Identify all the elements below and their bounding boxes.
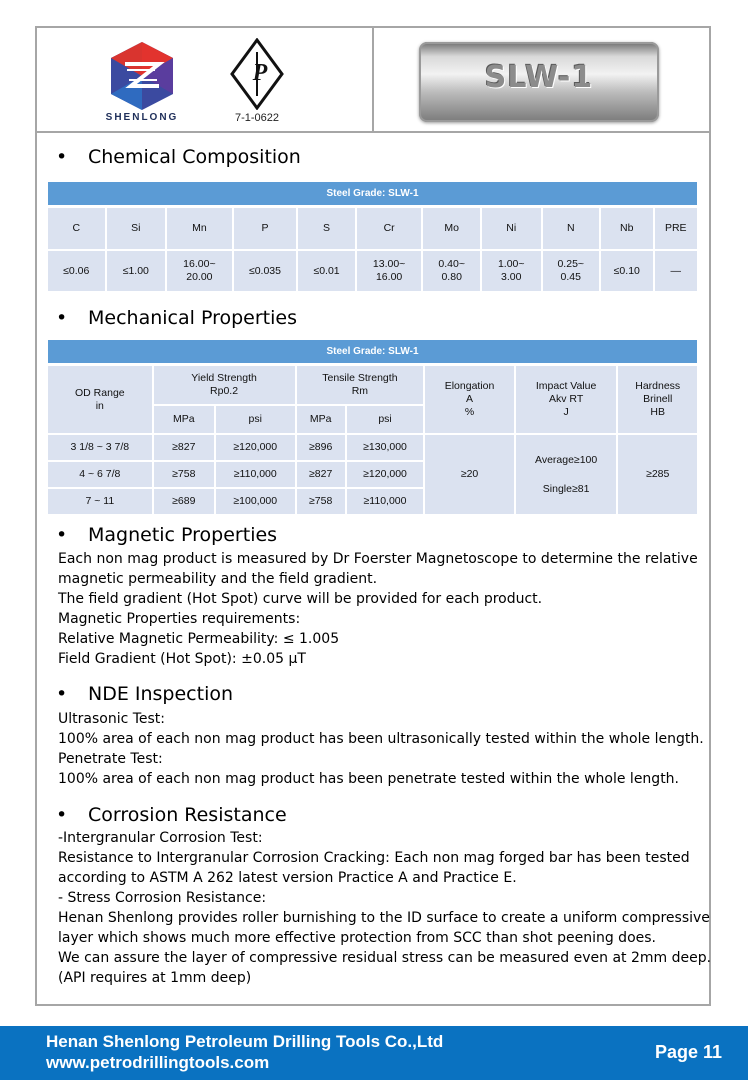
chem-header-pre: PRE — [655, 208, 697, 249]
magnetic-body — [58, 549, 698, 669]
bullet-icon: • — [56, 683, 68, 705]
chem-value-si: ≤1.00 — [107, 251, 166, 291]
body-line: We can assure the layer of compressive residual stress can be measured even at 2mm deep. — [58, 950, 712, 966]
chem-header-ni: Ni — [482, 208, 541, 249]
chem-header-si: Si — [107, 208, 166, 249]
chemical-table — [46, 206, 699, 293]
mech-ts-psi: ≥110,000 — [347, 489, 423, 514]
chem-value-cr: 13.00~ 16.00 — [357, 251, 422, 291]
mech-ys-psi: ≥100,000 — [216, 489, 294, 514]
chem-header-p: P — [234, 208, 297, 249]
body-line: - Stress Corrosion Resistance: — [58, 890, 267, 906]
mech-ts-mpa: ≥758 — [297, 489, 345, 514]
body-line: Ultrasonic Test: — [58, 711, 166, 727]
mech-impact-value: Average≥100 Single≥81 — [516, 435, 617, 514]
body-line: Relative Magnetic Permeability: ≤ 1.005 — [58, 631, 340, 647]
grade-plate — [419, 42, 659, 122]
mech-header-elongation: Elongation A % — [425, 366, 514, 433]
body-line: 100% area of each non mag product has been ultrasonically tested within the whole length. — [58, 731, 704, 747]
mech-ts-psi: ≥120,000 — [347, 462, 423, 487]
mech-unit-ys-mpa: MPa — [154, 406, 214, 433]
mech-unit-ts-mpa: MPa — [297, 406, 345, 433]
chem-header-nb: Nb — [601, 208, 652, 249]
corrosion-body — [58, 828, 712, 988]
mechanical-table — [46, 364, 699, 516]
chem-header-n: N — [543, 208, 600, 249]
header — [37, 28, 709, 133]
mech-ys-psi: ≥120,000 — [216, 435, 294, 460]
chem-value-nb: ≤0.10 — [601, 251, 652, 291]
mech-ys-mpa: ≥758 — [154, 462, 214, 487]
chemical-grade-bar: Steel Grade: SLW-1 — [48, 182, 697, 205]
chem-value-mn: 16.00~ 20.00 — [167, 251, 232, 291]
body-line: layer which shows much more effective protection from SCC than shot peening does. — [58, 930, 656, 946]
section-title: Corrosion Resistance — [88, 804, 287, 826]
shenlong-logo — [97, 40, 187, 125]
body-line: Each non mag product is measured by Dr Foerster Magnetoscope to determine the relative — [58, 551, 698, 567]
table-row — [48, 435, 697, 460]
body-line: Magnetic Properties requirements: — [58, 611, 301, 627]
mech-header-od: OD Range in — [48, 366, 152, 433]
bullet-icon: • — [56, 804, 68, 826]
mech-ts-mpa: ≥896 — [297, 435, 345, 460]
section-nde — [56, 683, 233, 705]
header-divider — [372, 28, 374, 133]
page-number: Page 11 — [654, 1042, 722, 1062]
chem-header-cr: Cr — [357, 208, 422, 249]
mech-header-impact: Impact Value Akv RT J — [516, 366, 617, 433]
nde-body — [58, 709, 704, 789]
body-line: 100% area of each non mag product has been penetrate tested within the whole length. — [58, 771, 680, 787]
grade-plate-text: SLW-1 — [484, 60, 594, 95]
section-title: NDE Inspection — [88, 683, 234, 705]
mech-ys-mpa: ≥689 — [154, 489, 214, 514]
api-mark — [227, 38, 287, 128]
chem-value-mo: 0.40~ 0.80 — [423, 251, 480, 291]
chem-value-c: ≤0.06 — [48, 251, 105, 291]
section-title: Magnetic Properties — [88, 524, 278, 546]
mech-ts-mpa: ≥827 — [297, 462, 345, 487]
body-line: magnetic permeability and the field gradient. — [58, 571, 378, 587]
body-line: Resistance to Intergranular Corrosion Cracking: Each non mag forged bar has been tested — [58, 850, 690, 866]
api-monogram-letter: P — [252, 60, 268, 86]
api-license-code: 7-1-0622 — [234, 112, 280, 124]
body-line: (API requires at 1mm deep) — [58, 970, 252, 986]
chem-header-mo: Mo — [423, 208, 480, 249]
mech-header-hardness: Hardness Brinell HB — [618, 366, 697, 433]
chem-value-n: 0.25~ 0.45 — [543, 251, 600, 291]
mech-header-yield: Yield Strength Rp0.2 — [154, 366, 295, 404]
mech-unit-ts-psi: psi — [347, 406, 423, 433]
mech-od: 7 ~ 11 — [48, 489, 152, 514]
chem-value-pre: — — [655, 251, 697, 291]
bullet-icon: • — [56, 146, 68, 168]
mech-ys-mpa: ≥827 — [154, 435, 214, 460]
footer — [0, 1026, 748, 1080]
bullet-icon: • — [56, 307, 68, 329]
chem-header-c: C — [48, 208, 105, 249]
mech-hardness-value: ≥285 — [618, 435, 697, 514]
logo-name: SHENLONG — [105, 112, 179, 123]
section-chemical — [56, 146, 301, 168]
body-line: Field Gradient (Hot Spot): ±0.05 μT — [58, 651, 306, 667]
body-line: The field gradient (Hot Spot) curve will be provided for each product. — [58, 591, 543, 607]
bullet-icon: • — [56, 524, 68, 546]
mech-od: 3 1/8 ~ 3 7/8 — [48, 435, 152, 460]
mech-ts-psi: ≥130,000 — [347, 435, 423, 460]
mech-elongation-value: ≥20 — [425, 435, 514, 514]
body-line: according to ASTM A 262 latest version Practice A and Practice E. — [58, 870, 517, 886]
mech-ys-psi: ≥110,000 — [216, 462, 294, 487]
mech-header-tensile: Tensile Strength Rm — [297, 366, 424, 404]
mechanical-grade-bar: Steel Grade: SLW-1 — [48, 340, 697, 363]
body-line: Penetrate Test: — [58, 751, 163, 767]
chem-header-mn: Mn — [167, 208, 232, 249]
section-corrosion — [56, 804, 287, 826]
chem-value-p: ≤0.035 — [234, 251, 297, 291]
shenlong-logo-icon — [97, 40, 187, 112]
section-magnetic — [56, 524, 277, 546]
chem-value-ni: 1.00~ 3.00 — [482, 251, 541, 291]
section-title: Mechanical Properties — [88, 307, 297, 329]
section-title: Chemical Composition — [88, 146, 301, 168]
mech-header-row-1 — [48, 366, 697, 404]
chem-value-s: ≤0.01 — [298, 251, 355, 291]
mech-unit-ys-psi: psi — [216, 406, 294, 433]
chemical-header-row — [48, 208, 697, 249]
chem-header-s: S — [298, 208, 355, 249]
footer-company: Henan Shenlong Petroleum Drilling Tools Co.,Ltd — [46, 1032, 444, 1051]
body-line: -Intergranular Corrosion Test: — [58, 830, 263, 846]
section-mechanical — [56, 307, 297, 329]
mech-od: 4 ~ 6 7/8 — [48, 462, 152, 487]
body-line: Henan Shenlong provides roller burnishing to the ID surface to create a uniform compressive — [58, 910, 710, 926]
api-monogram-icon — [227, 38, 287, 110]
footer-url[interactable]: www.petrodrillingtools.com — [46, 1053, 270, 1072]
chemical-value-row — [48, 251, 697, 291]
